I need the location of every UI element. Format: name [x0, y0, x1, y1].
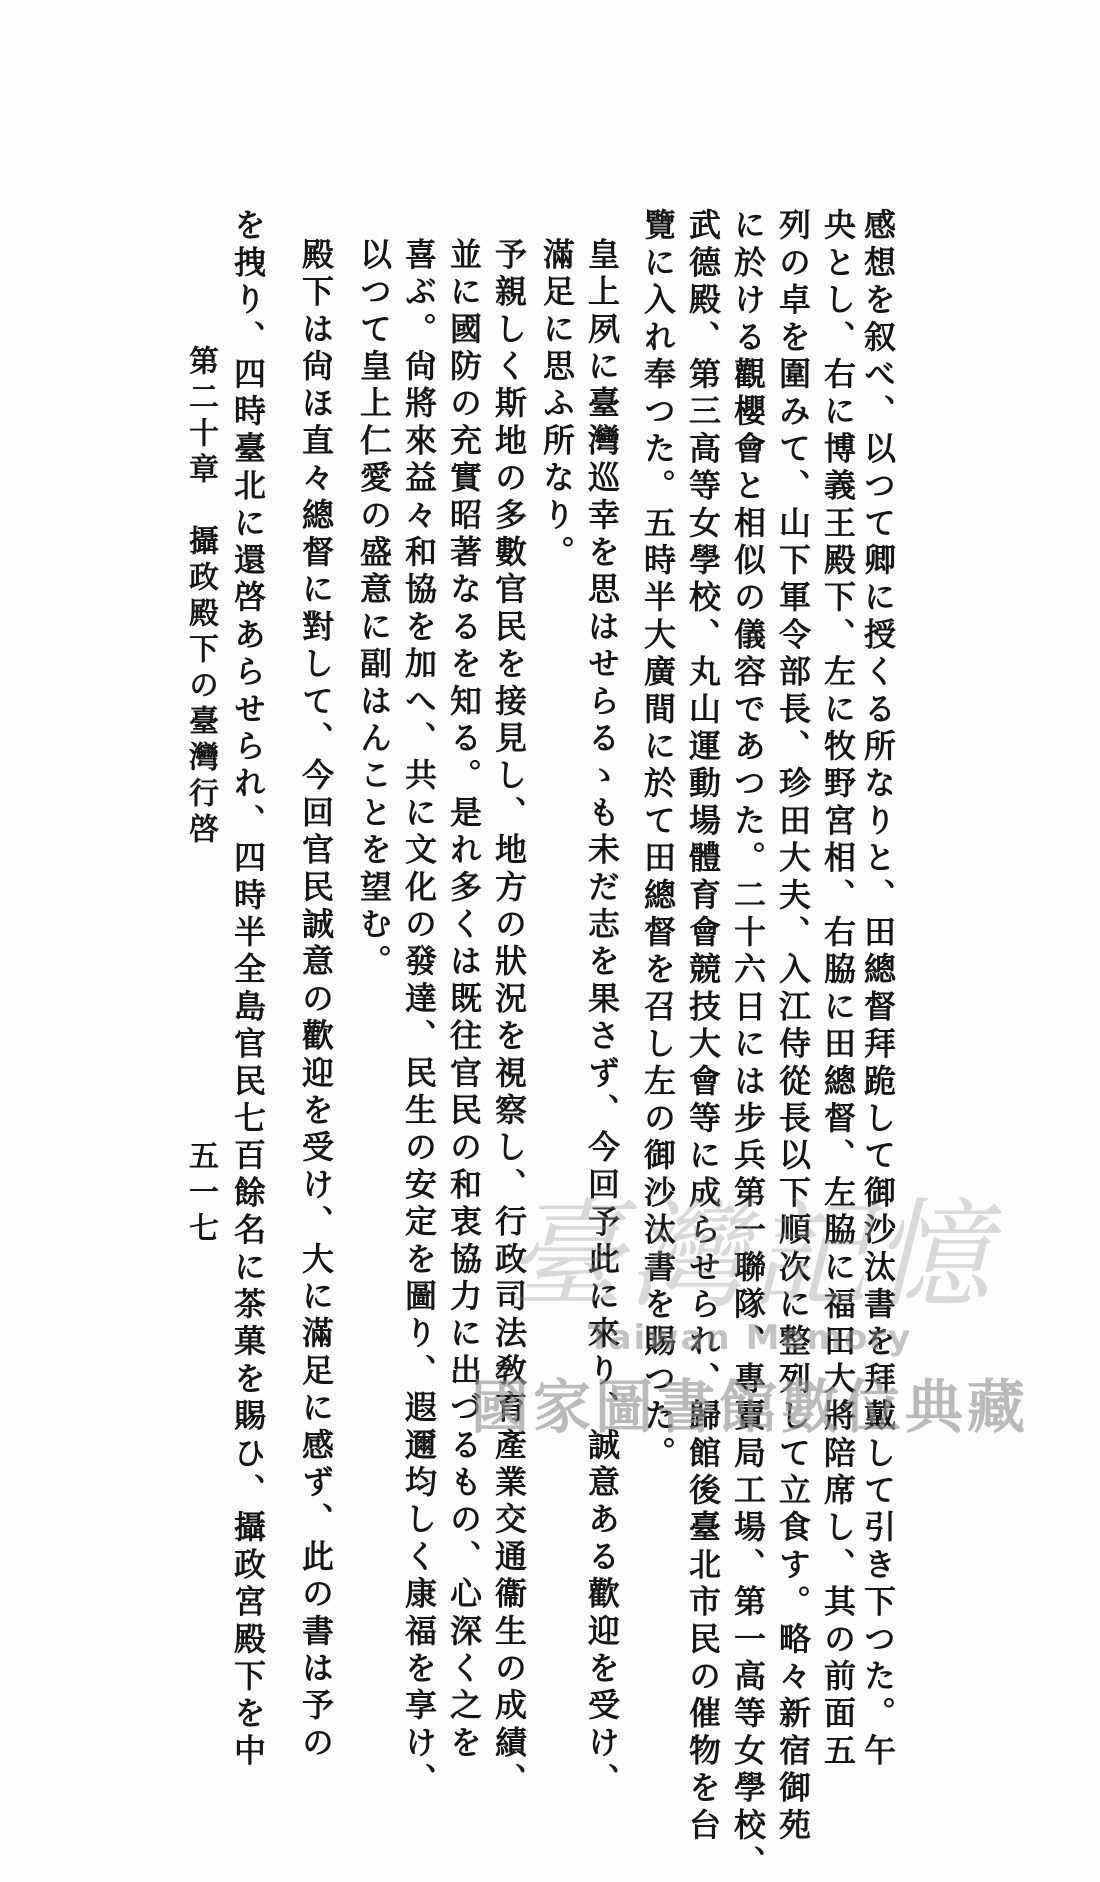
- text-column-11: 喜ぶ。尙將來益々和協を加へ、共に文化の發達、民生の安定を圖り、遐邇均しく康福を享け、: [400, 200, 438, 1800]
- text-column-14: 感想を叙べ、以つて卿に授くる所なりと、田總督拜跪して御沙汰書を拜戴して引き下つた。午: [859, 208, 897, 1771]
- text-column-9: 予親しく斯地の多數官民を接見し、地方の狀況を視察し、行政司法敎育產業交通衞生の成績、: [490, 200, 528, 1800]
- text-column-10: 並に國防の充實昭著なるを知る。是れ多くは既往官民の和衷協力に出づるもの、心深く之を: [445, 200, 483, 1763]
- page-number: 五一七: [183, 1140, 218, 1248]
- running-head: 第二十章 攝政殿下の臺灣行啓: [183, 345, 218, 849]
- text-column-6: 覽に入れ奉つた。五時半大廣間に於て田總督を召し左の御沙汰書を賜つた。: [639, 208, 677, 1473]
- text-column-8: 滿足に思ふ所なり。: [538, 200, 576, 572]
- text-column-4: に於ける觀櫻會と相似の儀容であつた。二十六日には步兵第一聯隊、專賣局工場、第一高等女學校、: [729, 208, 767, 1882]
- text-column-13: 殿下は尙ほ直々總督に對して、今回官民誠意の歡迎を受け、大に滿足に感ず、此の書は予の: [297, 200, 335, 1763]
- text-column-1: を拽り、四時臺北に還啓あらせられ、四時半全島官民七百餘名に茶菓を賜ひ、攝政宮殿下を中: [229, 208, 267, 1771]
- text-column-3: 列の卓を圍みて、山下軍令部長、珍田大夫、入江侍從長以下順次に整列して立食す。略々新宿御苑: [774, 208, 812, 1845]
- text-column-2: 央とし、右に博義王殿下、左に牧野宮相、右脇に田總督、左脇に福田大將陪席し、其の前面五: [819, 208, 857, 1771]
- watermark-calligraphy: 臺灣記憶: [505, 1186, 994, 1324]
- text-column-12: 以つて皇上仁愛の盛意に副はんことを望む。: [355, 200, 393, 982]
- watermark-english: Taiwan Memory: [587, 1318, 913, 1358]
- text-column-5: 武德殿、第三高等女學校、丸山運動場體育會競技大會等に成らせられ、歸館後臺北市民の催物を台: [684, 208, 722, 1845]
- watermark-library: 國家圖書館數位典藏: [470, 1373, 1029, 1441]
- text-column-7: 皇上夙に臺灣巡幸を思はせらるゝも未だ志を果さず、今回予此に來り、誠意ある歡迎を受け、: [583, 200, 621, 1800]
